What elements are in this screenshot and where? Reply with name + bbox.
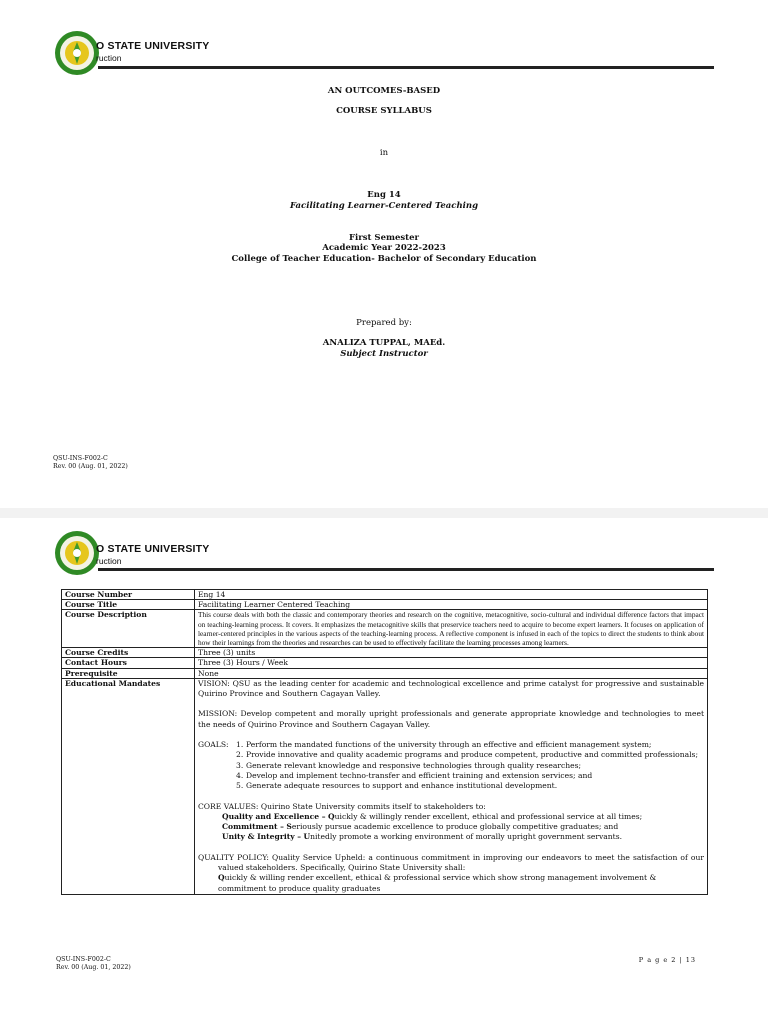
cover-in: in [379,148,389,158]
row-value: Three (3) Hours / Week [195,658,708,668]
core-value-item: Quality and Excellence – Quickly & willingly render excellent, ethical and professional service at all times; [222,811,643,821]
page-divider [0,508,768,518]
footer-form-code: QSU-INS-F002-C [56,956,111,963]
quality-policy-block [198,853,704,894]
academic-year: Academic Year 2022-2023 [322,243,446,253]
core-value-item: Unity & Integrity – Unitedly promote a working environment of morally upright government servants. [222,832,623,842]
table-row [62,648,708,658]
table-row [62,600,708,610]
row-value: Facilitating Learner Centered Teaching [195,600,708,610]
row-value: None [195,668,708,678]
row-key: Course Description [62,610,195,648]
row-key: Educational Mandates [62,678,195,894]
prepared-by-label: Prepared by: [356,318,412,328]
row-key: Course Number [62,590,195,600]
row-key: Course Title [62,600,195,610]
table-row [62,678,708,894]
syllabus-page [0,518,768,1024]
goal-item: 4. Develop and implement techno-transfer and efficient training and extension services; and [236,770,593,780]
revision: Rev. 00 (Aug. 01, 2022) [53,463,128,470]
form-code: QSU-INS-F002-C [53,455,108,462]
row-value: Three (3) units [195,648,708,658]
footer-revision: Rev. 00 (Aug. 01, 2022) [56,964,131,971]
header-rule [98,568,714,571]
row-key: Prerequisite [62,668,195,678]
goal-item: 1. Perform the mandated functions of the university through an effective and efficient management system; [236,740,652,750]
goal-item: 5. Generate adequate resources to support and enhance institutional development. [236,781,558,791]
header-rule [98,66,714,69]
quality-policy-line: Quickly & willing render excellent, ethical & professional service which show strong management involvement & commitment to produce quality graduates [218,873,657,893]
mission-text: MISSION: Develop competent and morally upright professionals and generate appropriate knowledge and technologies to meet the needs of Quirino Province and Southern Cagayan Valley. [198,709,704,729]
author-name: ANALIZA TUPPAL, MAEd. [322,338,446,348]
course-code: Eng 14 [367,190,401,200]
course-description: This course deals with both the classic and contemporary theories and research on the cognitive, metacognitive, socio-cultural and individual difference factors that impact on teaching-learning process. It covers. It emphasizes the metacognitive skills that preservice teachers need to acquire to become expert learners. It focuses on application of learner-centered principles in the various aspects of the teaching-learning process. A reflective component is infused in each of the topics to direct the students to think about how their learnings from the theories and researches can be used to effectively facilitate the learning processes among learners. [195,610,708,648]
cover-page [0,0,768,508]
table-row [62,668,708,678]
table-row [62,610,708,648]
cover-title-line2: COURSE SYLLABUS [336,106,432,116]
college-program: College of Teacher Education- Bachelor of Secondary Education [231,254,537,264]
university-seal-logo [53,530,101,576]
course-name: Facilitating Learner-Centered Teaching [289,201,479,211]
university-subtitle: ruction [96,53,122,63]
quality-policy-text: QUALITY POLICY: Quality Service Upheld: a continuous commitment in improving our endeavors to meet the satisfaction of our valued stakeholders. Specifically, Quirino State University shall: [198,852,704,872]
semester: First Semester [349,233,419,243]
educational-mandates [195,678,708,894]
university-seal-logo [53,30,101,76]
syllabus-table [61,589,708,895]
goals-block [198,740,704,791]
core-value-item: Commitment – Seriously pursue academic excellence to produce globally competitive graduates; and [222,822,619,832]
table-row [62,590,708,600]
goals-label: GOALS: [198,740,229,750]
page-number: P a g e 2 | 13 [638,956,696,964]
core-values-intro: CORE VALUES: Quirino State University commits itself to stakeholders to: [198,801,486,811]
vision-text: VISION: QSU as the leading center for academic and technological excellence and prime catalyst for progressive and sustainable Quirino Province and Southern Cagayan Valley. [198,678,704,699]
goal-item: 2. Provide innovative and quality academic programs and produce competent, productive and committed professionals; [236,750,699,760]
row-value: Eng 14 [195,590,708,600]
goal-item: 3. Generate relevant knowledge and responsive technologies through quality researches; [236,760,582,770]
table-row [62,658,708,668]
university-name: O STATE UNIVERSITY [96,543,210,555]
core-values-block [198,802,704,843]
university-subtitle: ruction [96,556,122,566]
author-role: Subject Instructor [340,349,428,359]
cover-title-line1: AN OUTCOMES-BASED [327,86,441,96]
university-name: O STATE UNIVERSITY [96,40,210,52]
row-key: Contact Hours [62,658,195,668]
row-key: Course Credits [62,648,195,658]
